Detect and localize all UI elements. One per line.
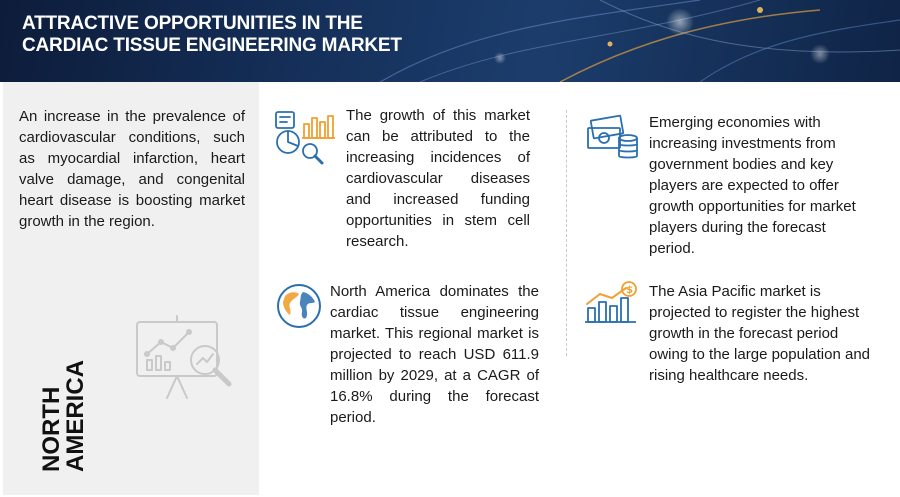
svg-text:$: $ <box>626 285 633 296</box>
region-label-line-1: NORTH <box>38 386 65 472</box>
opportunity-card-1-text: The growth of this market can be attributed to the increasing incidences of cardiovascular diseases and increased funding opportunities in stem cell research. <box>346 107 530 250</box>
opportunity-card-4-text: The Asia Pacific market is projected to register the highest growth in the forecast period owing to the large population and rising healthcare needs. <box>649 283 871 384</box>
region-panel <box>3 82 259 495</box>
region-label-line-2: AMERICA <box>62 360 89 472</box>
growth-chart-icon <box>584 280 640 326</box>
header-banner <box>0 0 900 82</box>
opportunity-card-3-text: Emerging economies with increasing investments from government bodies and key players are expected to offer growth opportunities for market players during the forecast period. <box>649 114 856 257</box>
title-line-2: CARDIAC TISSUE ENGINEERING MARKET <box>22 35 402 56</box>
column-divider <box>566 110 567 356</box>
market-analysis-icon <box>274 110 336 166</box>
page-title <box>22 13 542 57</box>
opportunity-card-2-text: North America dominates the cardiac tissue engineering market. This regional market is projected to reach USD 611.9 million by 2029, at a CAGR of 16.8% during the forecast period. <box>330 283 539 426</box>
presentation-board-icon <box>133 314 235 400</box>
money-coins-icon <box>586 114 640 162</box>
region-label <box>40 342 88 472</box>
globe-icon <box>275 282 323 330</box>
region-description: An increase in the prevalence of cardiovascular conditions, such as myocardial infarction, heart valve damage, and congenital heart disease is boosting market growth in the region. <box>19 108 245 230</box>
title-line-1: ATTRACTIVE OPPORTUNITIES IN THE <box>22 13 363 34</box>
